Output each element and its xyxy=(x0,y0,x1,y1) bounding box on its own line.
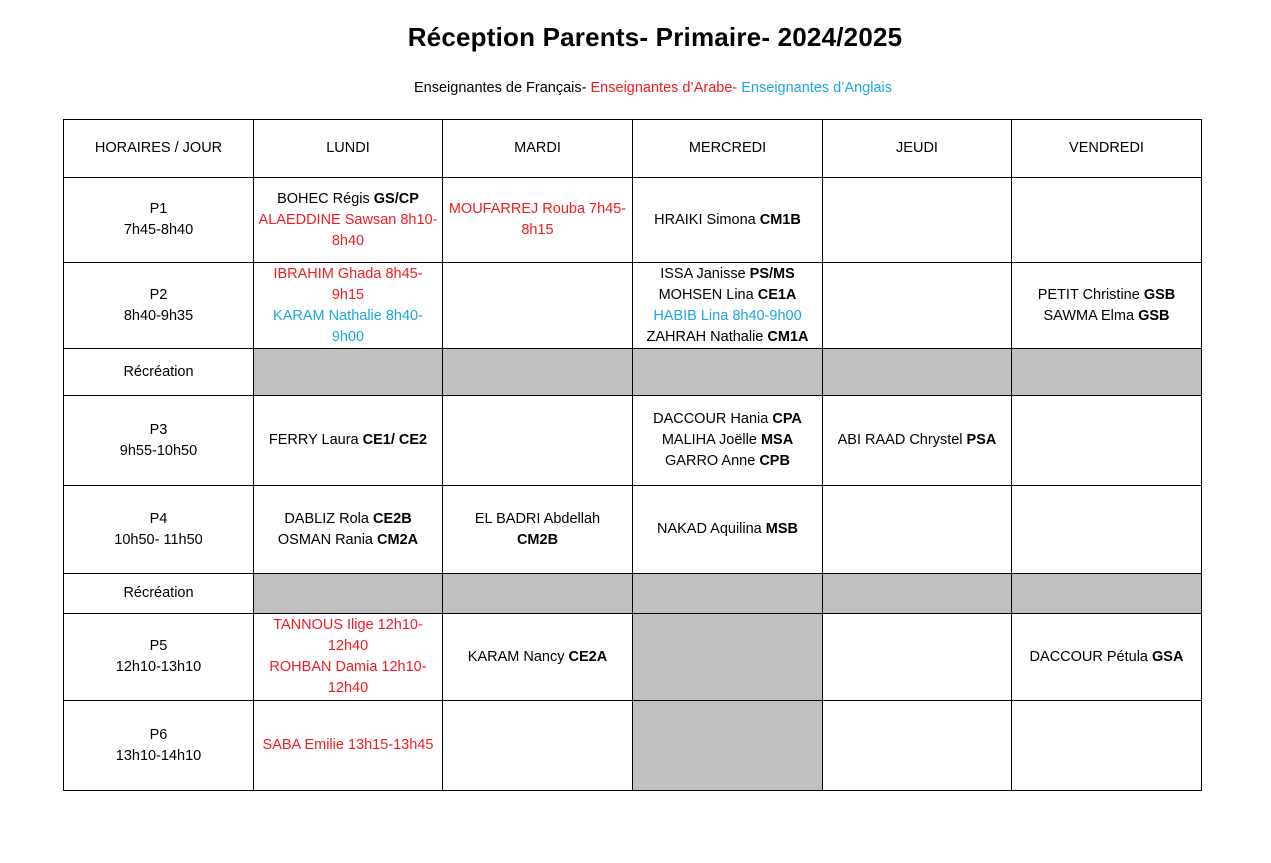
period-time: 8h40-9h35 xyxy=(123,307,194,324)
period-name: P4 xyxy=(149,510,168,527)
break-cell xyxy=(443,574,633,614)
teacher-entry: HABIB Lina 8h40-9h00 xyxy=(653,307,802,324)
teacher-entry: KARAM Nathalie 8h40-9h00 xyxy=(273,307,423,345)
break-cell xyxy=(254,574,443,614)
break-row xyxy=(64,574,1202,614)
break-cell xyxy=(1012,349,1202,396)
period-time: 7h45-8h40 xyxy=(123,222,194,238)
legend-english: Enseignantes d’Anglais xyxy=(741,80,893,96)
teacher-entry: MOHSEN Lina CE1A xyxy=(658,286,797,303)
header-day-mardi: MARDI xyxy=(443,120,633,178)
slot-p4-mercredi xyxy=(633,486,823,574)
break-cell xyxy=(443,349,633,396)
slot-p2-jeudi xyxy=(823,263,1012,349)
slot-p5-mercredi xyxy=(633,614,823,701)
slot-p6-vendredi xyxy=(1012,701,1202,791)
slot-p3-mercredi xyxy=(633,396,823,486)
break-cell xyxy=(254,349,443,396)
slot-p1-mardi xyxy=(443,178,633,263)
slot-p5-vendredi xyxy=(1012,614,1202,701)
break-cell xyxy=(1012,574,1202,614)
period-row-p1 xyxy=(64,178,1202,263)
period-name: P1 xyxy=(149,201,168,217)
teacher-entry: SABA Emilie 13h15-13h45 xyxy=(262,737,434,753)
legend-french: Enseignantes de Français- xyxy=(413,80,587,96)
teacher-entry: ZAHRAH Nathalie CM1A xyxy=(646,328,809,345)
slot-p4-mardi xyxy=(443,486,633,574)
header-day-lundi: LUNDI xyxy=(254,120,443,178)
color-legend xyxy=(0,80,1271,96)
break-row xyxy=(64,349,1202,396)
period-row-p6 xyxy=(64,701,1202,791)
teacher-entry: ISSA Janisse PS/MS xyxy=(660,265,795,282)
teacher-entry: PETIT Christine GSB xyxy=(1037,286,1176,303)
slot-p3-vendredi xyxy=(1012,396,1202,486)
period-name: P5 xyxy=(149,638,168,654)
teacher-entry: IBRAHIM Ghada 8h45-9h15 xyxy=(273,265,423,303)
teacher-entry: DABLIZ Rola CE2B xyxy=(284,510,412,527)
header-day-mercredi: MERCREDI xyxy=(633,120,823,178)
break-cell xyxy=(633,574,823,614)
teacher-entry: OSMAN Rania CM2A xyxy=(277,531,419,548)
teacher-entry: DACCOUR Pétula GSA xyxy=(1029,648,1184,665)
teacher-entry: DACCOUR Hania CPA xyxy=(653,411,802,427)
period-time: 12h10-13h10 xyxy=(115,659,202,675)
teacher-entry: GARRO Anne CPB xyxy=(665,453,790,469)
slot-p5-mardi xyxy=(443,614,633,701)
break-label: Récréation xyxy=(64,574,254,614)
period-cell xyxy=(64,486,254,574)
period-cell xyxy=(64,396,254,486)
slot-p4-vendredi xyxy=(1012,486,1202,574)
break-label: Récréation xyxy=(64,349,254,396)
header-day-jeudi: JEUDI xyxy=(823,120,1012,178)
teacher-entry: HRAIKI Simona CM1B xyxy=(654,211,801,228)
period-row-p2 xyxy=(64,263,1202,349)
slot-p3-jeudi xyxy=(823,396,1012,486)
slot-p6-mardi xyxy=(443,701,633,791)
break-cell xyxy=(823,574,1012,614)
header-hours: HORAIRES / JOUR xyxy=(64,120,254,178)
break-cell xyxy=(633,349,823,396)
period-cell xyxy=(64,178,254,263)
period-row-p4 xyxy=(64,486,1202,574)
period-cell xyxy=(64,701,254,791)
period-row-p5 xyxy=(64,614,1202,701)
slot-p6-mercredi xyxy=(633,701,823,791)
period-cell xyxy=(64,263,254,349)
slot-p1-jeudi xyxy=(823,178,1012,263)
slot-p5-jeudi xyxy=(823,614,1012,701)
teacher-entry: ROHBAN Damia 12h10-12h40 xyxy=(269,659,427,696)
teacher-entry: KARAM Nancy CE2A xyxy=(467,648,608,665)
header-row xyxy=(64,120,1202,178)
slot-p6-jeudi xyxy=(823,701,1012,791)
teacher-entry: BOHEC Régis GS/CP xyxy=(277,190,419,207)
slot-p1-vendredi xyxy=(1012,178,1202,263)
teacher-entry: ALAEDDINE Sawsan 8h10-8h40 xyxy=(258,211,438,249)
slot-p2-vendredi xyxy=(1012,263,1202,349)
slot-p2-lundi xyxy=(254,263,443,349)
period-time: 13h10-14h10 xyxy=(115,747,202,764)
teacher-entry: EL BADRI Abdellah CM2B xyxy=(474,510,601,548)
slot-p4-jeudi xyxy=(823,486,1012,574)
schedule-table xyxy=(63,119,1202,791)
period-name: P2 xyxy=(149,286,168,303)
slot-p6-lundi xyxy=(254,701,443,791)
slot-p3-mardi xyxy=(443,396,633,486)
period-time: 9h55-10h50 xyxy=(119,442,198,459)
page-title: Réception Parents- Primaire- 2024/2025 xyxy=(407,22,903,52)
slot-p2-mardi xyxy=(443,263,633,349)
teacher-entry: NAKAD Aquilina MSB xyxy=(656,521,799,537)
break-cell xyxy=(823,349,1012,396)
period-name: P6 xyxy=(149,726,168,743)
period-row-p3 xyxy=(64,396,1202,486)
legend-arabic: Enseignantes d’Arabe- xyxy=(590,80,738,96)
teacher-entry: TANNOUS Ilige 12h10-12h40 xyxy=(273,617,423,654)
period-cell xyxy=(64,614,254,701)
teacher-entry: ABI RAAD Chrystel PSA xyxy=(837,432,997,448)
teacher-entry: SAWMA Elma GSB xyxy=(1043,307,1170,324)
slot-p4-lundi xyxy=(254,486,443,574)
slot-p1-lundi xyxy=(254,178,443,263)
teacher-entry: MALIHA Joëlle MSA xyxy=(661,432,794,448)
slot-p1-mercredi xyxy=(633,178,823,263)
slot-p2-mercredi xyxy=(633,263,823,349)
slot-p5-lundi xyxy=(254,614,443,701)
period-name: P3 xyxy=(149,421,168,438)
teacher-entry: FERRY Laura CE1/ CE2 xyxy=(268,432,428,448)
slot-p3-lundi xyxy=(254,396,443,486)
header-day-vendredi: VENDREDI xyxy=(1012,120,1202,178)
period-time: 10h50- 11h50 xyxy=(114,531,203,548)
teacher-entry: MOUFARREJ Rouba 7h45-8h15 xyxy=(448,201,627,238)
